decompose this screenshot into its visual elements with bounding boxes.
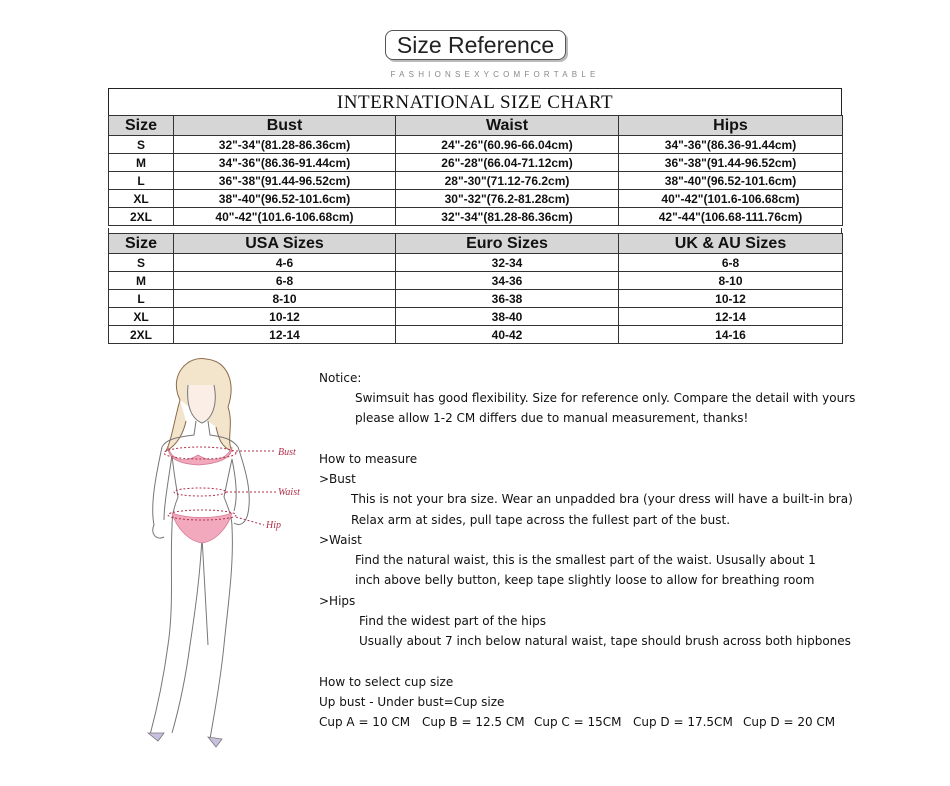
hips-heading: >Hips	[319, 594, 356, 608]
tagline: FASHIONSEXYCOMFORTABLE	[390, 70, 600, 79]
notice-heading: Notice:	[319, 371, 362, 385]
table-cell: 4-6	[174, 254, 396, 272]
how-to-measure-heading: How to measure	[319, 452, 418, 466]
table-row	[109, 290, 843, 308]
table-cell: 38"-40"(96.52-101.6cm)	[619, 172, 843, 190]
table-cell: 12-14	[174, 326, 396, 344]
bust-label: Bust	[278, 447, 296, 458]
header-cell: Size	[109, 234, 174, 254]
header-cell: Size	[109, 116, 174, 136]
waist-heading: >Waist	[319, 533, 362, 547]
table-header-row	[109, 116, 843, 136]
table-cell: M	[109, 272, 174, 290]
table-cell: 10-12	[619, 290, 843, 308]
table-row	[109, 172, 843, 190]
waist-text: Find the natural waist, this is the smallest part of the waist. Ususally about 1	[355, 553, 816, 567]
measurement-table	[108, 115, 843, 226]
table-cell: 8-10	[174, 290, 396, 308]
table-cell: L	[109, 290, 174, 308]
table-cell: 36"-38"(91.44-96.52cm)	[174, 172, 396, 190]
table-cell: 36-38	[396, 290, 619, 308]
table-cell: 8-10	[619, 272, 843, 290]
header-cell: Bust	[174, 116, 396, 136]
table-header-row	[109, 234, 843, 254]
table-cell: 26"-28"(66.04-71.12cm)	[396, 154, 619, 172]
notice-text: Swimsuit has good flexibility. Size for reference only. Compare the detail with yours	[355, 391, 856, 405]
table-row	[109, 254, 843, 272]
table-cell: 34"-36"(86.36-91.44cm)	[619, 136, 843, 154]
hip-label: Hip	[266, 520, 281, 531]
waist-label: Waist	[278, 487, 300, 498]
table-cell: 40"-42"(101.6-106.68cm)	[174, 208, 396, 226]
chart-title: INTERNATIONAL SIZE CHART	[108, 88, 842, 115]
cup-size-d: Cup D = 17.5CM	[633, 715, 733, 729]
bust-heading: >Bust	[319, 472, 356, 486]
table-cell: 28"-30"(71.12-76.2cm)	[396, 172, 619, 190]
header-cell: USA Sizes	[174, 234, 396, 254]
table-cell: 32"-34"(81.28-86.36cm)	[396, 208, 619, 226]
table-cell: 32"-34"(81.28-86.36cm)	[174, 136, 396, 154]
header-cell: UK & AU Sizes	[619, 234, 843, 254]
table-row	[109, 208, 843, 226]
table-cell: 14-16	[619, 326, 843, 344]
table-row	[109, 308, 843, 326]
table-cell: 42"-44"(106.68-111.76cm)	[619, 208, 843, 226]
size-reference-title: Size Reference	[385, 30, 566, 60]
table-cell: 2XL	[109, 326, 174, 344]
table-cell: 36"-38"(91.44-96.52cm)	[619, 154, 843, 172]
cup-heading: How to select cup size	[319, 675, 454, 689]
header-cell: Waist	[396, 116, 619, 136]
table-cell: 40-42	[396, 326, 619, 344]
notice-text: please allow 1-2 CM differs due to manual measurement, thanks!	[355, 411, 749, 425]
bust-text: Relax arm at sides, pull tape across the fullest part of the bust.	[351, 513, 731, 527]
waist-text: inch above belly button, keep tape slightly loose to allow for breathing room	[355, 573, 815, 587]
cup-size-c: Cup C = 15CM	[534, 715, 622, 729]
table-cell: 38-40	[396, 308, 619, 326]
table-cell: 12-14	[619, 308, 843, 326]
cup-size-a: Cup A = 10 CM	[319, 715, 411, 729]
table-row	[109, 326, 843, 344]
table-cell: 32-34	[396, 254, 619, 272]
cup-formula: Up bust - Under bust=Cup size	[319, 695, 505, 709]
table-cell: 34"-36"(86.36-91.44cm)	[174, 154, 396, 172]
conversion-table	[108, 233, 843, 344]
hips-text: Find the widest part of the hips	[359, 614, 546, 628]
measurement-figure	[128, 355, 308, 750]
table-cell: M	[109, 154, 174, 172]
table-row	[109, 154, 843, 172]
table-cell: L	[109, 172, 174, 190]
table-cell: XL	[109, 190, 174, 208]
table-cell: 6-8	[174, 272, 396, 290]
header-cell: Hips	[619, 116, 843, 136]
hips-text: Usually about 7 inch below natural waist, tape should brush across both hipbones	[359, 634, 851, 648]
table-cell: 34-36	[396, 272, 619, 290]
table-row	[109, 272, 843, 290]
table-row	[109, 190, 843, 208]
table-cell: 24"-26"(60.96-66.04cm)	[396, 136, 619, 154]
header-cell: Euro Sizes	[396, 234, 619, 254]
table-cell: 6-8	[619, 254, 843, 272]
table-row	[109, 136, 843, 154]
table-cell: XL	[109, 308, 174, 326]
table-cell: 40"-42"(101.6-106.68cm)	[619, 190, 843, 208]
table-cell: 2XL	[109, 208, 174, 226]
cup-size-d-2: Cup D = 20 CM	[743, 715, 836, 729]
table-cell: S	[109, 136, 174, 154]
cup-size-b: Cup B = 12.5 CM	[422, 715, 525, 729]
table-cell: 10-12	[174, 308, 396, 326]
table-cell: 38"-40"(96.52-101.6cm)	[174, 190, 396, 208]
bust-text: This is not your bra size. Wear an unpadded bra (your dress will have a built-in bra)	[351, 492, 853, 506]
table-cell: S	[109, 254, 174, 272]
table-cell: 30"-32"(76.2-81.28cm)	[396, 190, 619, 208]
